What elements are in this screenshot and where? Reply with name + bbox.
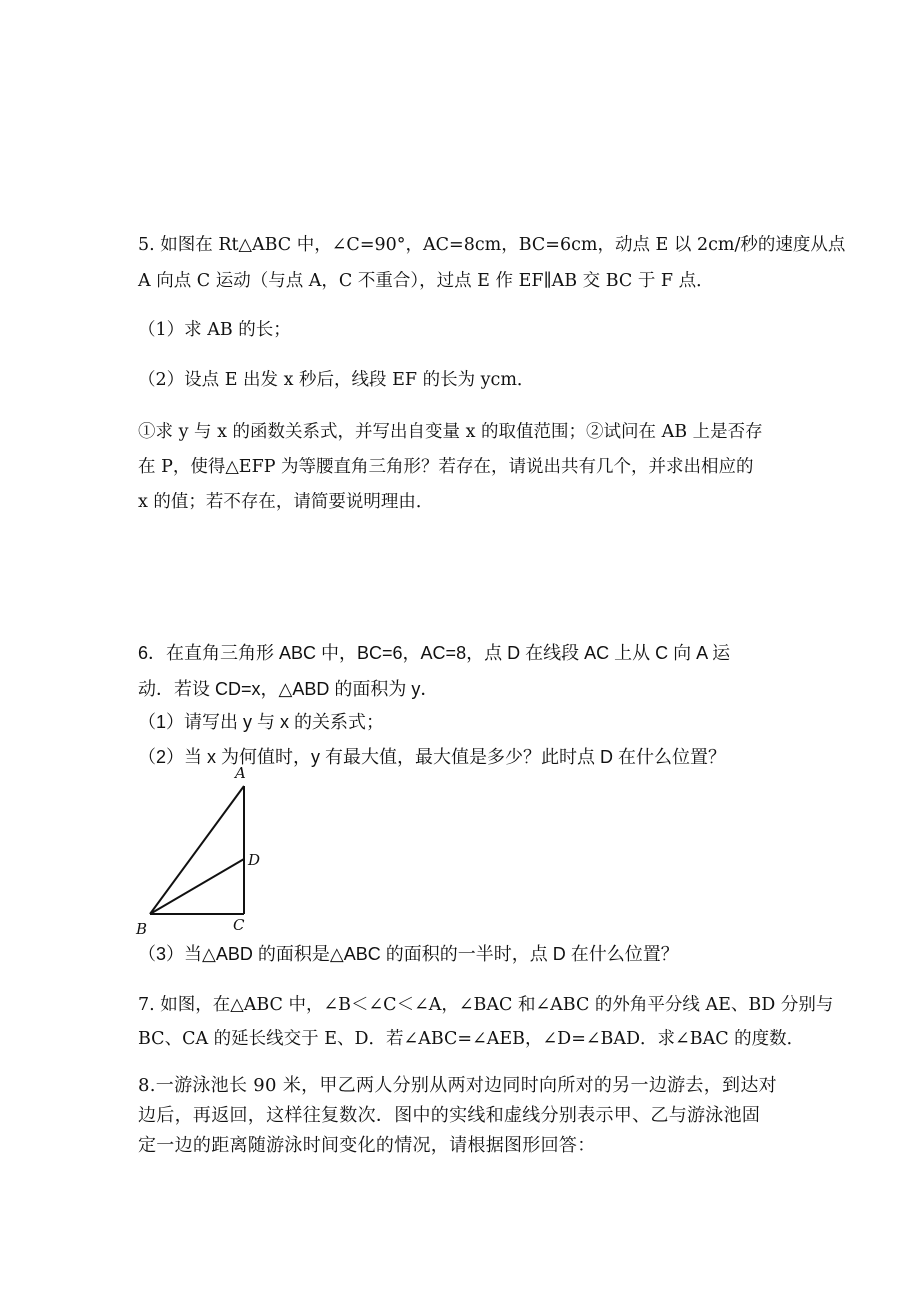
q6-part-3: （3）当△ABD 的面积是△ABC 的面积的一半时，点 D 在什么位置？ [138,944,679,964]
q8-line-2: 边后，再返回，这样往复数次．图中的实线和虚线分别表示甲、乙与游泳池固 [138,1105,761,1126]
segment-bd [150,859,244,914]
segment-ab [150,786,244,914]
label-b: B [136,920,148,938]
q6-part-2: （2）当 x 为何值时，y 有最大值，最大值是多少？此时点 D 在什么位置？ [138,747,727,767]
q5-part-2: （2）设点 E 出发 x 秒后，线段 EF 的长为 ycm． [138,370,535,390]
q8-line-3: 定一边的距离随游泳时间变化的情况，请根据图形回答： [138,1135,596,1156]
q7-line-2: BC、CA 的延长线交于 E、D．若∠ABC=∠AEB，∠D=∠BAD．求∠BAC 的度数． [138,1029,805,1049]
q6-line-1: 6．在直角三角形 ABC 中，BC=6，AC=8，点 D 在线段 AC 上从 C 向 A 运 [138,643,731,663]
q5-line-6: 在 P，使得△EFP 为等腰直角三角形？若存在，请说出共有几个，并求出相应的 [138,457,754,477]
label-d: D [248,851,261,869]
q8-line-1: 8.一游泳池长 90 米，甲乙两人分别从两对边同时向所对的另一边游去，到达对 [138,1075,777,1096]
triangle-figure [130,760,280,940]
q5-line-1: 5. 如图在 Rt△ABC 中，∠C=90°，AC=8cm，BC=6cm，动点 E 以 2cm/秒的速度从点 [138,235,846,255]
q5-line-2: A 向点 C 运动（与点 A，C 不重合），过点 E 作 EF∥AB 交 BC 于 F 点． [138,271,714,291]
q5-part-1: （1）求 AB 的长； [138,320,291,340]
q6-part-1: （1）请写出 y 与 x 的关系式； [138,712,385,732]
q7-line-1: 7. 如图，在△ABC 中，∠B＜∠C＜∠A，∠BAC 和∠ABC 的外角平分线 AE、BD 分别与 [138,995,834,1015]
label-c: C [233,916,245,934]
q6-line-2: 动．若设 CD=x，△ABD 的面积为 y． [138,679,439,699]
label-a: A [235,764,246,782]
q5-line-5: ①求 y 与 x 的函数关系式，并写出自变量 x 的取值范围；②试问在 AB 上是否存 [138,422,763,442]
q5-line-7: x 的值；若不存在，请简要说明理由． [138,492,434,512]
